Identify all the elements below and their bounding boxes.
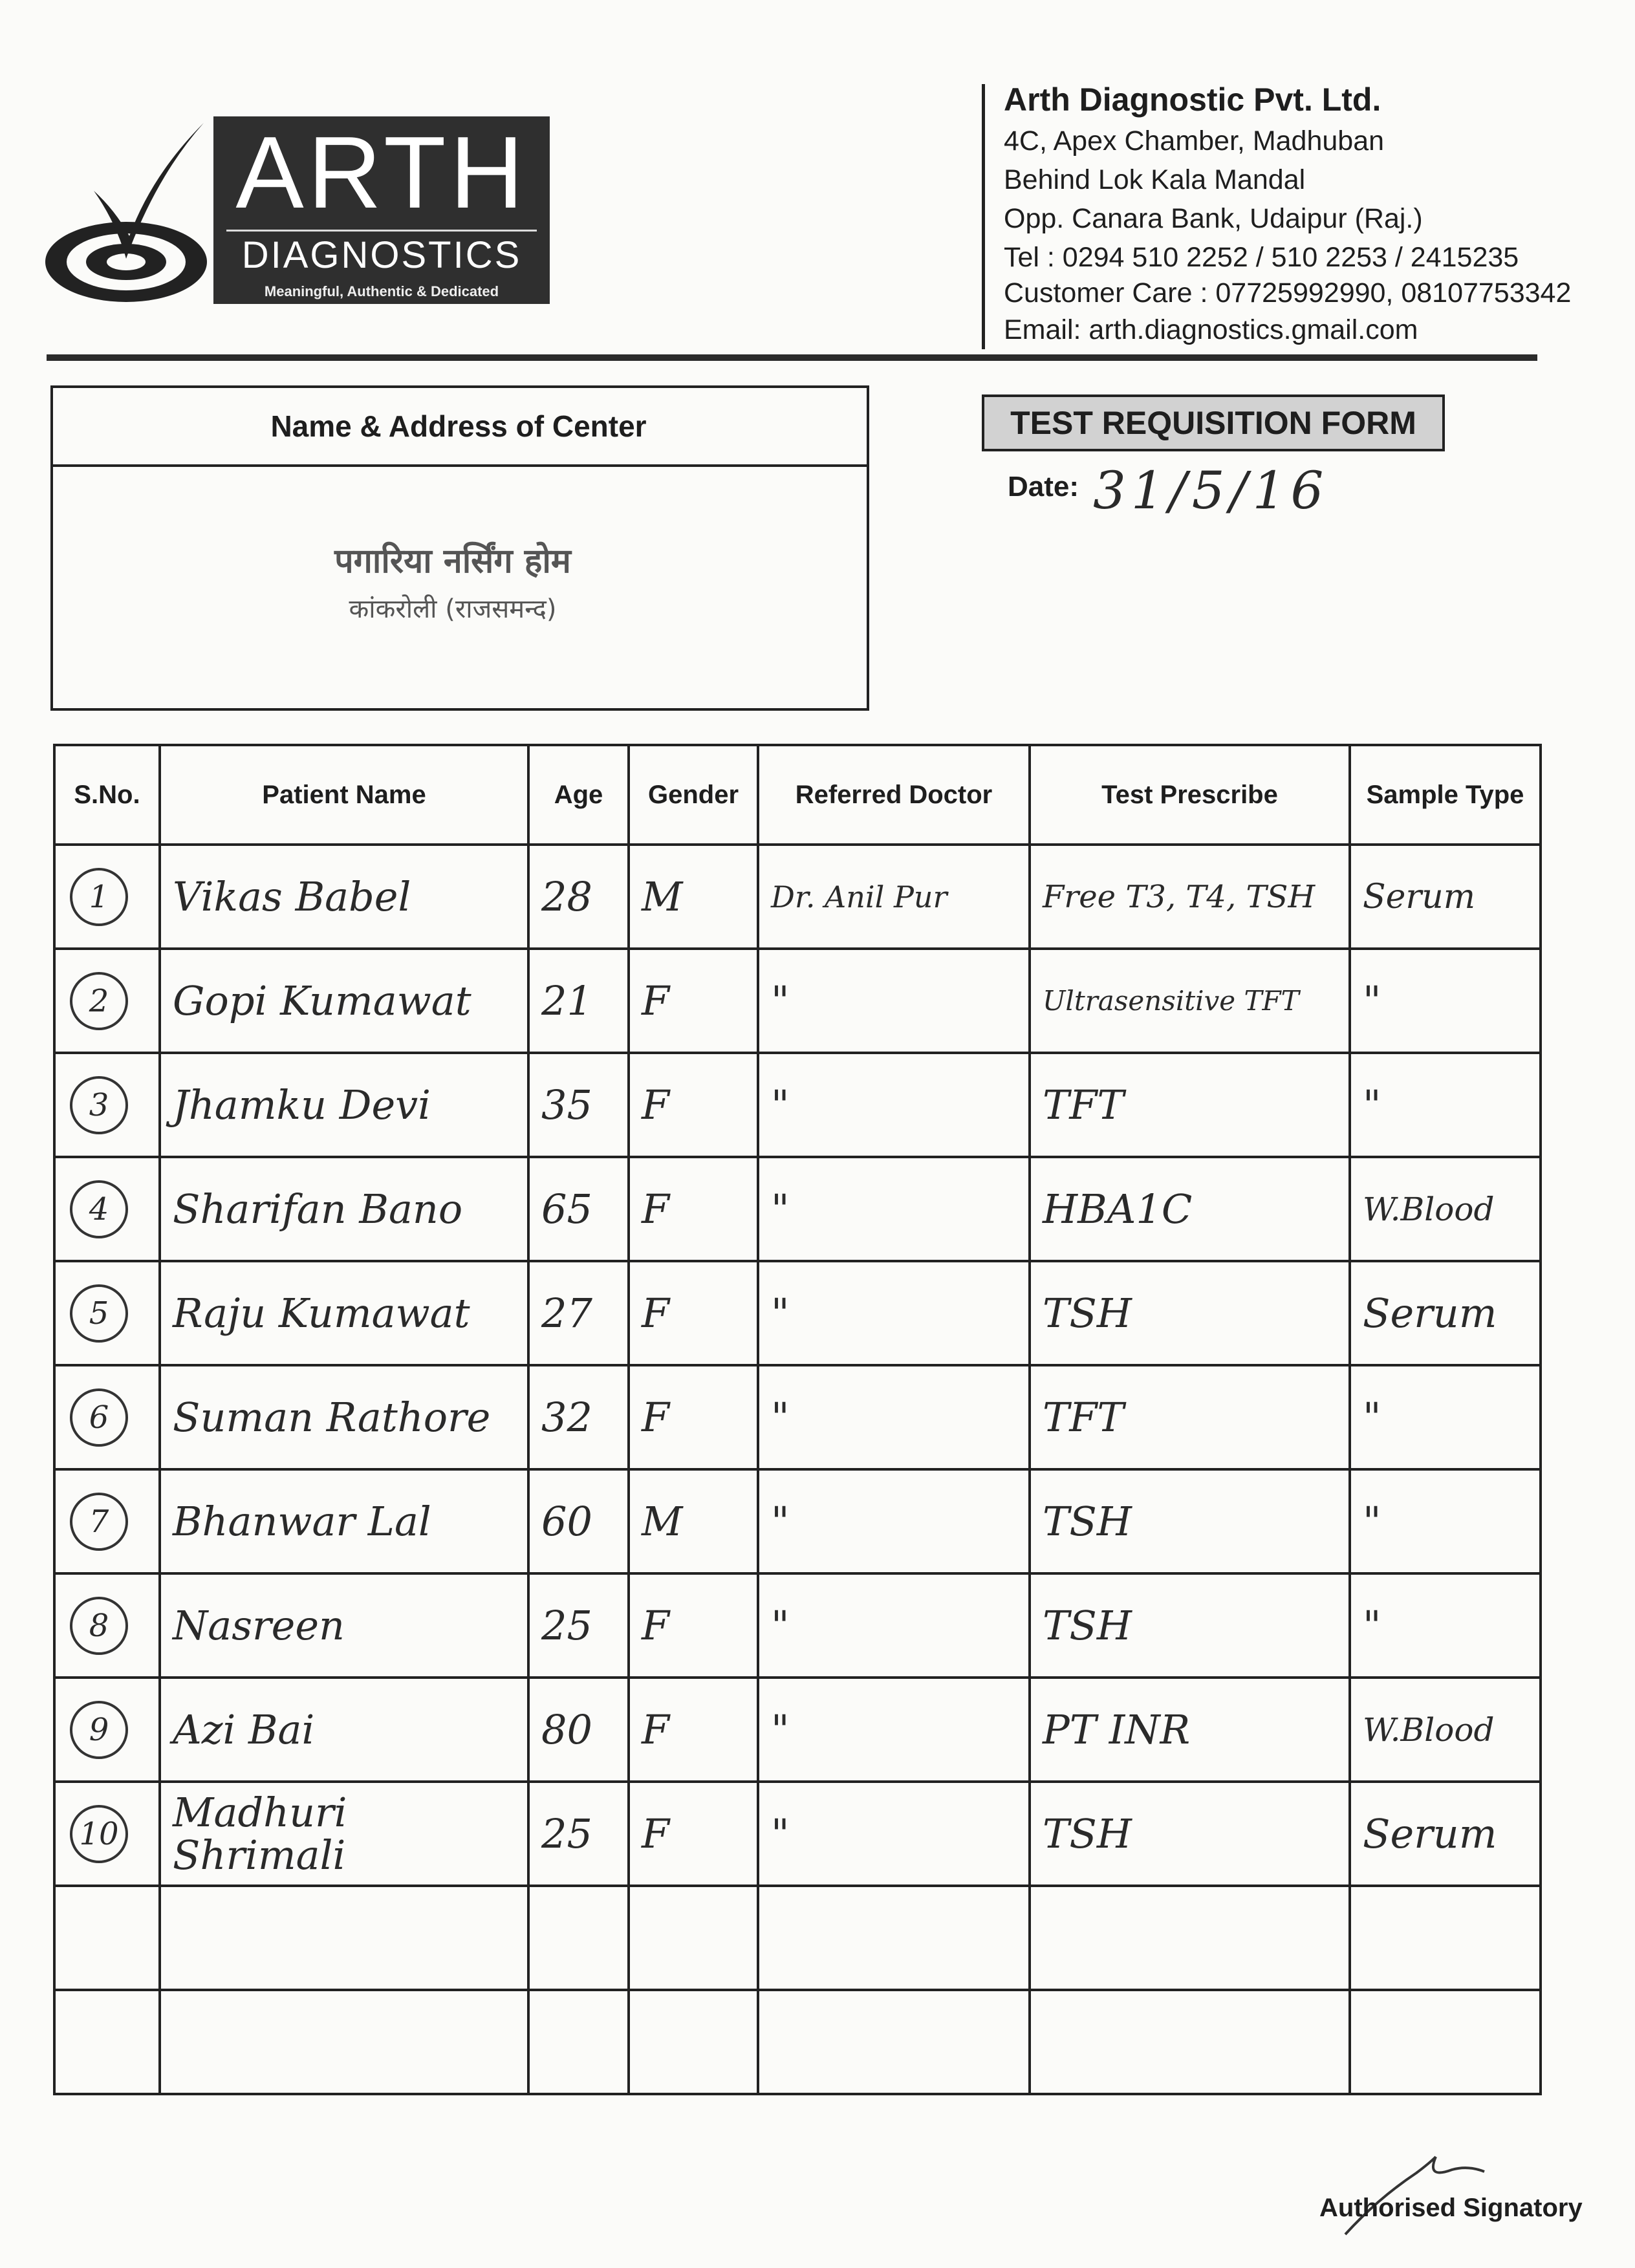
center-divider xyxy=(50,464,867,467)
date-value: 31/5/16 xyxy=(1093,460,1329,521)
patient-name-cell: Bhanwar Lal xyxy=(160,1469,528,1573)
test-cell: TSH xyxy=(1030,1261,1350,1365)
doctor-cell: " xyxy=(758,1469,1030,1573)
age-cell xyxy=(528,1886,629,1990)
age-cell xyxy=(528,1990,629,2094)
test-cell: TSH xyxy=(1030,1469,1350,1573)
sample-cell: " xyxy=(1350,949,1541,1053)
serial-cell xyxy=(54,1365,160,1469)
doctor-cell: " xyxy=(758,1261,1030,1365)
test-cell: HBA1C xyxy=(1030,1157,1350,1261)
serial-cell xyxy=(54,1990,160,2094)
patient-name-cell: Raju Kumawat xyxy=(160,1261,528,1365)
address-line: 4C, Apex Chamber, Madhuban xyxy=(1004,125,1385,157)
logo-brand: ARTH xyxy=(235,116,528,230)
patient-name-cell xyxy=(160,1886,528,1990)
patient-name-cell: Nasreen xyxy=(160,1573,528,1678)
sample-cell: " xyxy=(1350,1469,1541,1573)
header-divider xyxy=(982,84,985,349)
doctor-cell: " xyxy=(758,1573,1030,1678)
table-row xyxy=(54,845,1541,949)
serial-cell xyxy=(54,1469,160,1573)
sample-cell: W.Blood xyxy=(1350,1678,1541,1782)
gender-cell: F xyxy=(629,1365,758,1469)
serial-cell xyxy=(54,1053,160,1157)
patient-table xyxy=(53,744,1542,2095)
serial-cell xyxy=(54,1678,160,1782)
test-cell: TSH xyxy=(1030,1573,1350,1678)
doctor-cell: " xyxy=(758,1053,1030,1157)
date-label: Date: xyxy=(1008,471,1079,502)
serial-cell xyxy=(54,1782,160,1886)
table-row xyxy=(54,1573,1541,1678)
gender-cell: F xyxy=(629,1782,758,1886)
column-header: Test Prescribe xyxy=(1030,745,1350,845)
test-cell: Ultrasensitive TFT xyxy=(1030,949,1350,1053)
customer-care-line: Customer Care : 07725992990, 08107753342 xyxy=(1004,277,1572,308)
age-cell: 25 xyxy=(528,1782,629,1886)
serial-number: 7 xyxy=(70,1493,128,1551)
center-heading: Name & Address of Center xyxy=(270,409,647,443)
column-header: Gender xyxy=(629,745,758,845)
logo-tagline: Meaningful, Authentic & Dedicated xyxy=(264,283,499,299)
gender-cell: F xyxy=(629,949,758,1053)
table-row xyxy=(54,1678,1541,1782)
gender-cell: F xyxy=(629,1573,758,1678)
table-row xyxy=(54,1782,1541,1886)
patient-name-cell: Madhuri Shrimali xyxy=(160,1782,528,1886)
serial-number: 2 xyxy=(70,972,128,1030)
age-cell: 80 xyxy=(528,1678,629,1782)
serial-number: 8 xyxy=(70,1597,128,1655)
column-header: S.No. xyxy=(54,745,160,845)
test-cell xyxy=(1030,1886,1350,1990)
doctor-cell: " xyxy=(758,949,1030,1053)
table-row xyxy=(54,1469,1541,1573)
form-title: TEST REQUISITION FORM xyxy=(982,394,1445,451)
patient-name-cell: Gopi Kumawat xyxy=(160,949,528,1053)
company-name: Arth Diagnostic Pvt. Ltd. xyxy=(1004,81,1381,118)
center-stamp-place: कांकरोली (राजसमन्द) xyxy=(349,594,557,624)
gender-cell: M xyxy=(629,1469,758,1573)
sample-cell xyxy=(1350,1990,1541,2094)
serial-number: 5 xyxy=(70,1284,128,1343)
table-row xyxy=(54,1157,1541,1261)
logo-sub: DIAGNOSTICS xyxy=(241,234,522,276)
sample-cell: Serum xyxy=(1350,845,1541,949)
sample-cell: " xyxy=(1350,1365,1541,1469)
age-cell: 25 xyxy=(528,1573,629,1678)
sample-cell xyxy=(1350,1886,1541,1990)
test-cell xyxy=(1030,1990,1350,2094)
table-row xyxy=(54,1886,1541,1990)
doctor-cell: " xyxy=(758,1157,1030,1261)
age-cell: 27 xyxy=(528,1261,629,1365)
header-rule xyxy=(47,354,1537,361)
serial-cell xyxy=(54,1886,160,1990)
serial-cell xyxy=(54,1157,160,1261)
serial-cell xyxy=(54,845,160,949)
test-cell: TFT xyxy=(1030,1053,1350,1157)
address-line: Behind Lok Kala Mandal xyxy=(1004,164,1306,195)
email-line: Email: arth.diagnostics.gmail.com xyxy=(1004,314,1418,345)
serial-number: 1 xyxy=(70,868,128,926)
age-cell: 28 xyxy=(528,845,629,949)
age-cell: 60 xyxy=(528,1469,629,1573)
table-row xyxy=(54,1365,1541,1469)
sample-cell: W.Blood xyxy=(1350,1157,1541,1261)
doctor-cell: " xyxy=(758,1365,1030,1469)
column-header: Referred Doctor xyxy=(758,745,1030,845)
serial-cell xyxy=(54,949,160,1053)
patient-name-cell: Vikas Babel xyxy=(160,845,528,949)
doctor-cell: " xyxy=(758,1678,1030,1782)
age-cell: 32 xyxy=(528,1365,629,1469)
test-cell: TFT xyxy=(1030,1365,1350,1469)
gender-cell: F xyxy=(629,1261,758,1365)
test-cell: PT INR xyxy=(1030,1678,1350,1782)
gender-cell xyxy=(629,1990,758,2094)
age-cell: 35 xyxy=(528,1053,629,1157)
address-line: Opp. Canara Bank, Udaipur (Raj.) xyxy=(1004,203,1423,234)
patient-name-cell: Jhamku Devi xyxy=(160,1053,528,1157)
column-header: Sample Type xyxy=(1350,745,1541,845)
doctor-cell xyxy=(758,1886,1030,1990)
gender-cell: F xyxy=(629,1678,758,1782)
gender-cell: F xyxy=(629,1053,758,1157)
table-row xyxy=(54,1990,1541,2094)
logo-divider xyxy=(226,230,537,232)
patient-name-cell: Azi Bai xyxy=(160,1678,528,1782)
serial-cell xyxy=(54,1261,160,1365)
column-header: Age xyxy=(528,745,629,845)
patient-name-cell: Sharifan Bano xyxy=(160,1157,528,1261)
patient-name-cell: Suman Rathore xyxy=(160,1365,528,1469)
test-cell: Free T3, T4, TSH xyxy=(1030,845,1350,949)
table-row xyxy=(54,949,1541,1053)
sample-cell: " xyxy=(1350,1573,1541,1678)
sample-cell: Serum xyxy=(1350,1261,1541,1365)
table-row xyxy=(54,1053,1541,1157)
patient-name-cell xyxy=(160,1990,528,2094)
age-cell: 21 xyxy=(528,949,629,1053)
gender-cell: M xyxy=(629,845,758,949)
doctor-cell: Dr. Anil Pur xyxy=(758,845,1030,949)
serial-number: 10 xyxy=(70,1805,128,1863)
serial-number: 9 xyxy=(70,1701,128,1759)
gender-cell: F xyxy=(629,1157,758,1261)
signature-label: Authorised Signatory xyxy=(1319,2194,1583,2222)
doctor-cell: " xyxy=(758,1782,1030,1886)
column-header: Patient Name xyxy=(160,745,528,845)
test-cell: TSH xyxy=(1030,1782,1350,1886)
table-header-row xyxy=(54,745,1541,845)
phone-line: Tel : 0294 510 2252 / 510 2253 / 2415235 xyxy=(1004,242,1519,273)
gender-cell xyxy=(629,1886,758,1990)
serial-number: 6 xyxy=(70,1388,128,1447)
serial-number: 4 xyxy=(70,1180,128,1238)
sample-cell: Serum xyxy=(1350,1782,1541,1886)
age-cell: 65 xyxy=(528,1157,629,1261)
serial-number: 3 xyxy=(70,1076,128,1134)
serial-cell xyxy=(54,1573,160,1678)
sample-cell: " xyxy=(1350,1053,1541,1157)
center-stamp-name: पगारिया नर्सिंग होम xyxy=(334,542,571,581)
table-row xyxy=(54,1261,1541,1365)
doctor-cell xyxy=(758,1990,1030,2094)
